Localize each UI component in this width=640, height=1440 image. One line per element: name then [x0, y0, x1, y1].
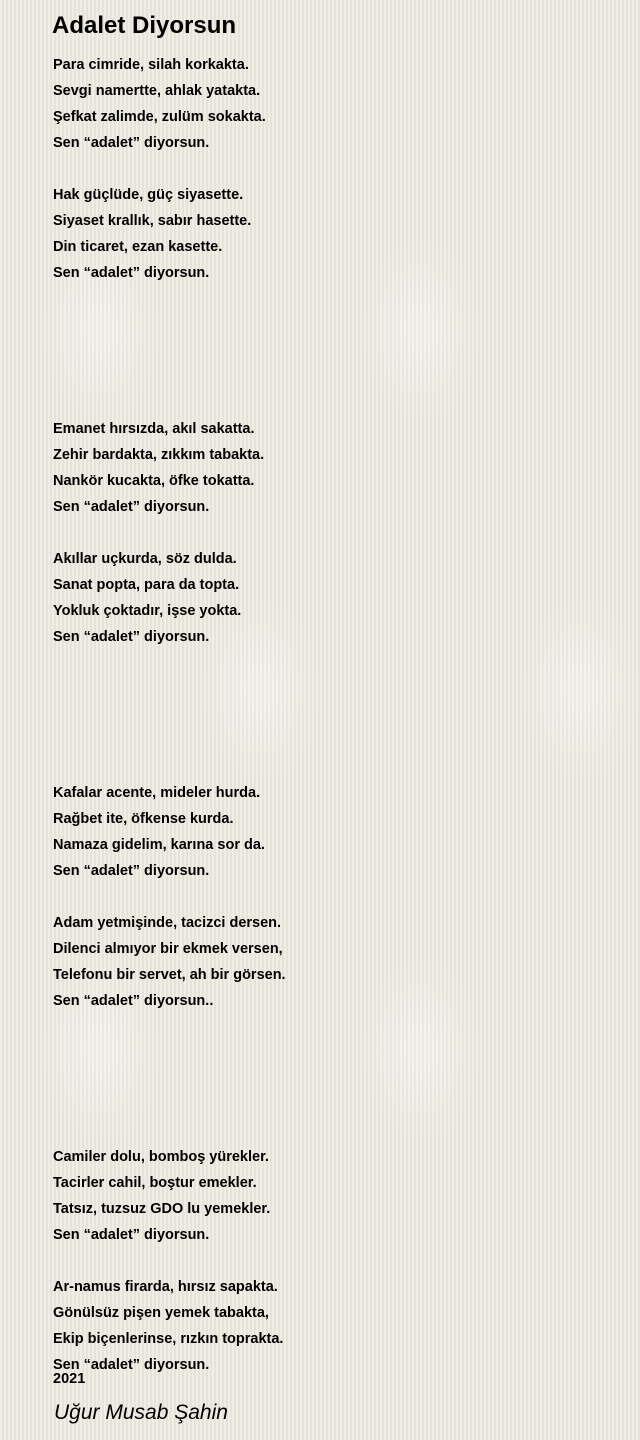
stanza-3: [53, 416, 613, 520]
poem-line: Sen “adalet” diyorsun.: [53, 1227, 210, 1243]
poem-line: Zehir bardakta, zıkkım tabakta.: [53, 447, 265, 463]
poem-body: [53, 52, 613, 1378]
stanza-6: [53, 910, 613, 1014]
stanza-1: [53, 52, 613, 156]
poem-line: Ar-namus firarda, hırsız sapakta.: [53, 1279, 278, 1295]
poem-author[interactable]: Uğur Musab Şahin: [54, 1401, 228, 1424]
poem-year: 2021: [53, 1371, 86, 1387]
stanza-7: [53, 1144, 613, 1248]
stanza-5: [53, 780, 613, 884]
poem-line: Şefkat zalimde, zulüm sokakta.: [53, 109, 266, 125]
poem-line: Para cimride, silah korkakta.: [53, 57, 249, 73]
poem-line: Hak güçlüde, güç siyasette.: [53, 187, 244, 203]
section-gap: [53, 286, 613, 416]
stanza-gap: [53, 1248, 613, 1274]
poem-line: Gönülsüz pişen yemek tabakta,: [53, 1305, 269, 1321]
poem-line: Emanet hırsızda, akıl sakatta.: [53, 421, 255, 437]
poem-line: Sen “adalet” diyorsun.: [53, 135, 210, 151]
poem-line: Akıllar uçkurda, söz dulda.: [53, 551, 237, 567]
poem-line: Kafalar acente, mideler hurda.: [53, 785, 261, 801]
stanza-2: [53, 182, 613, 286]
poem-line: Sen “adalet” diyorsun.: [53, 265, 210, 281]
poem-line: Sen “adalet” diyorsun..: [53, 993, 214, 1009]
poem-line: Sen “adalet” diyorsun.: [53, 1357, 210, 1373]
poem-line: Yokluk çoktadır, işse yokta.: [53, 603, 242, 619]
section-gap: [53, 1014, 613, 1144]
stanza-gap: [53, 156, 613, 182]
poem-line: Sen “adalet” diyorsun.: [53, 629, 210, 645]
poem-line: Telefonu bir servet, ah bir görsen.: [53, 967, 286, 983]
poem-line: Tacirler cahil, boştur emekler.: [53, 1175, 257, 1191]
stanza-4: [53, 546, 613, 650]
poem-line: Sevgi namertte, ahlak yatakta.: [53, 83, 261, 99]
poem-line: Sen “adalet” diyorsun.: [53, 499, 210, 515]
poem-line: Camiler dolu, bomboş yürekler.: [53, 1149, 269, 1165]
poem-line: Namaza gidelim, karına sor da.: [53, 837, 265, 853]
poem-title: Adalet Diyorsun: [52, 12, 237, 39]
poem-line: Sen “adalet” diyorsun.: [53, 863, 210, 879]
poem-line: Siyaset krallık, sabır hasette.: [53, 213, 252, 229]
poem-line: Ekip biçenlerinse, rızkın toprakta.: [53, 1331, 284, 1347]
poem-line: Adam yetmişinde, tacizci dersen.: [53, 915, 282, 931]
stanza-gap: [53, 520, 613, 546]
stanza-gap: [53, 884, 613, 910]
poem-line: Tatsız, tuzsuz GDO lu yemekler.: [53, 1201, 271, 1217]
poem-line: Din ticaret, ezan kasette.: [53, 239, 223, 255]
stanza-8: [53, 1274, 613, 1378]
section-gap: [53, 650, 613, 780]
poem-line: Dilenci almıyor bir ekmek versen,: [53, 941, 283, 957]
poem-line: Nankör kucakta, öfke tokatta.: [53, 473, 255, 489]
poem-line: Rağbet ite, öfkense kurda.: [53, 811, 234, 827]
poem-line: Sanat popta, para da topta.: [53, 577, 240, 593]
